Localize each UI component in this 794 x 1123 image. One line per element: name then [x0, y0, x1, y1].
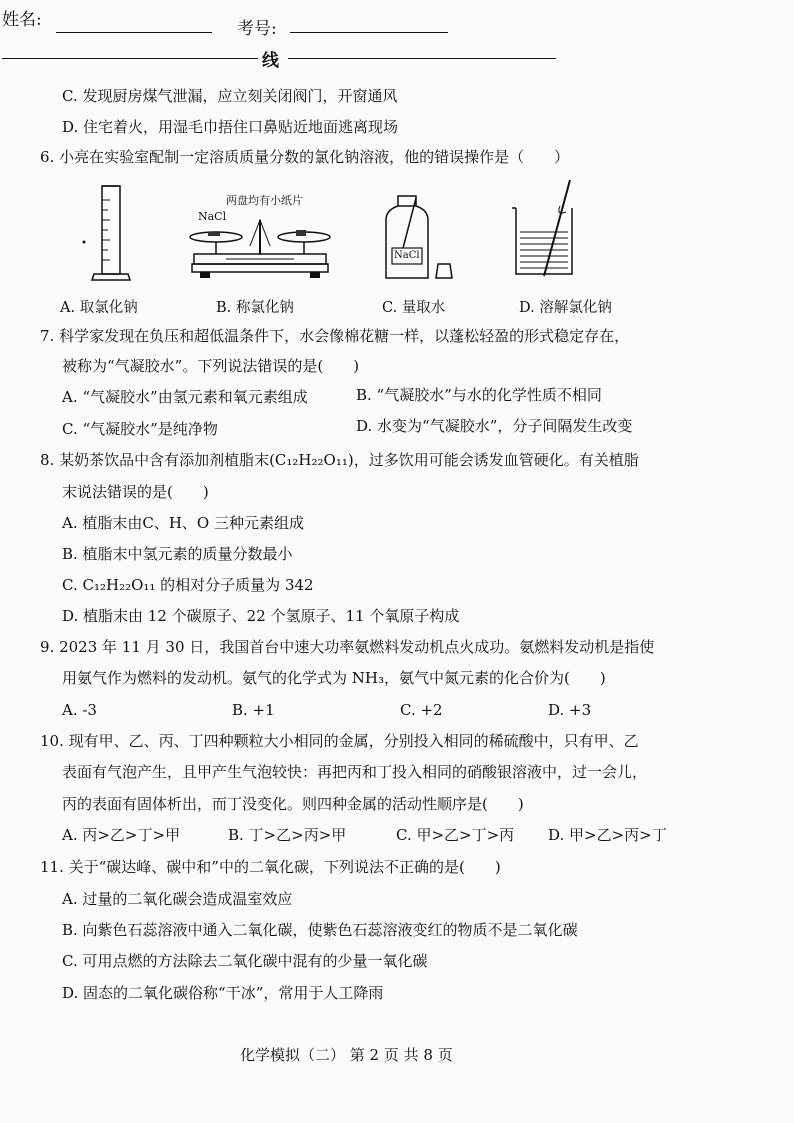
q6-option-b: B. 称氯化钠: [216, 300, 294, 316]
q6-stem: 6. 小亮在实验室配制一定溶质质量分数的氯化钠溶液，他的错误操作是（ ）: [40, 148, 570, 166]
scale-note: 两盘均有小纸片: [226, 194, 303, 207]
name-blank[interactable]: [56, 32, 212, 33]
q11-stem: 11. 关于“碳达峰、碳中和”中的二氧化碳，下列说法不正确的是( ): [40, 858, 501, 876]
q11-option-b: B. 向紫色石蕊溶液中通入二氧化碳，使紫色石蕊溶液变红的物质不是二氧化碳: [62, 921, 578, 939]
q9-stem-line2: 用氨气作为燃料的发动机。氨气的化学式为 NH₃，氨气中氮元素的化合价为( ): [62, 669, 606, 687]
q7-stem-line2: 被称为“气凝胶水”。下列说法错误的是( ): [62, 357, 360, 375]
q11-option-a: A. 过量的二氧化碳会造成温室效应: [62, 890, 293, 908]
q8-option-d: D. 植脂末由 12 个碳原子、22 个氢原子、11 个氧原子构成: [62, 607, 460, 625]
exam-no-label: 考号:: [237, 19, 277, 39]
q9-stem-line1: 9. 2023 年 11 月 30 日，我国首台中速大功率氨燃料发动机点火成功。氨燃料发动机是指使: [40, 638, 655, 656]
q8-option-a: A. 植脂末由C、H、O 三种元素组成: [62, 514, 304, 532]
balance-figure: [186, 206, 336, 286]
binding-line-label: 线: [262, 51, 279, 71]
q6-option-a: A. 取氯化钠: [60, 300, 138, 316]
q6-option-c: C. 量取水: [382, 300, 446, 316]
q9-option-d: D. +3: [548, 701, 592, 719]
binding-line-right: [288, 58, 556, 59]
q10-stem-line3: 丙的表面有固体析出，而丁没变化。则四种金属的活动性顺序是( ): [62, 795, 524, 813]
q8-stem-line1: 8. 某奶茶饮品中含有添加剂植脂末(C₁₂H₂₂O₁₁)，过多饮用可能会诱发血管硬化。有关植脂: [40, 451, 639, 469]
bottle-label: NaCl: [394, 250, 420, 261]
q7-option-d: D. 水变为“气凝胶水”，分子间隔发生改变: [356, 417, 633, 435]
graduated-cylinder-figure: [80, 180, 140, 290]
q10-option-d: D. 甲>乙>丙>丁: [548, 826, 667, 844]
q10-option-a: A. 丙>乙>丁>甲: [62, 826, 181, 844]
q7-option-b: B. “气凝胶水”与水的化学性质不相同: [356, 386, 602, 404]
nacl-label: NaCl: [198, 210, 227, 223]
q8-stem-line2: 末说法错误的是( ): [62, 483, 209, 501]
q10-option-b: B. 丁>乙>丙>甲: [228, 826, 347, 844]
q11-option-c: C. 可用点燃的方法除去二氧化碳中混有的少量一氧化碳: [62, 952, 428, 970]
reagent-bottle-figure: [380, 192, 460, 287]
page-footer: 化学模拟（二） 第 2 页 共 8 页: [240, 1046, 453, 1064]
q9-option-b: B. +1: [232, 701, 275, 719]
q6-option-d: D. 溶解氯化钠: [519, 300, 612, 316]
beaker-figure: [508, 176, 588, 286]
q8-option-b: B. 植脂末中氢元素的质量分数最小: [62, 545, 293, 563]
q9-option-a: A. -3: [62, 701, 97, 719]
q10-stem-line1: 10. 现有甲、乙、丙、丁四种颗粒大小相同的金属，分别投入相同的稀硫酸中，只有甲、乙: [40, 732, 639, 750]
name-label: 姓名:: [2, 10, 42, 30]
q10-option-c: C. 甲>乙>丁>丙: [396, 826, 515, 844]
q11-option-d: D. 固态的二氧化碳俗称“干冰”，常用于人工降雨: [62, 984, 384, 1002]
q5-option-c: C. 发现厨房煤气泄漏，应立刻关闭阀门，开窗通风: [62, 87, 398, 105]
q10-stem-line2: 表面有气泡产生，且甲产生气泡较快：再把丙和丁投入相同的硝酸银溶液中，过一会儿，: [62, 763, 648, 781]
q7-option-c: C. “气凝胶水”是纯净物: [62, 420, 218, 438]
q7-stem-line1: 7. 科学家发现在负压和超低温条件下，水会像棉花糖一样，以蓬松轻盈的形式稳定存在，: [40, 327, 630, 345]
binding-line-left: [2, 58, 258, 59]
q9-option-c: C. +2: [400, 701, 443, 719]
q8-option-c: C. C₁₂H₂₂O₁₁ 的相对分子质量为 342: [62, 576, 314, 594]
q5-option-d: D. 住宅着火，用湿毛巾捂住口鼻贴近地面逃离现场: [62, 118, 399, 136]
q7-option-a: A. “气凝胶水”由氢元素和氧元素组成: [62, 388, 308, 406]
exam-no-blank[interactable]: [290, 32, 448, 33]
